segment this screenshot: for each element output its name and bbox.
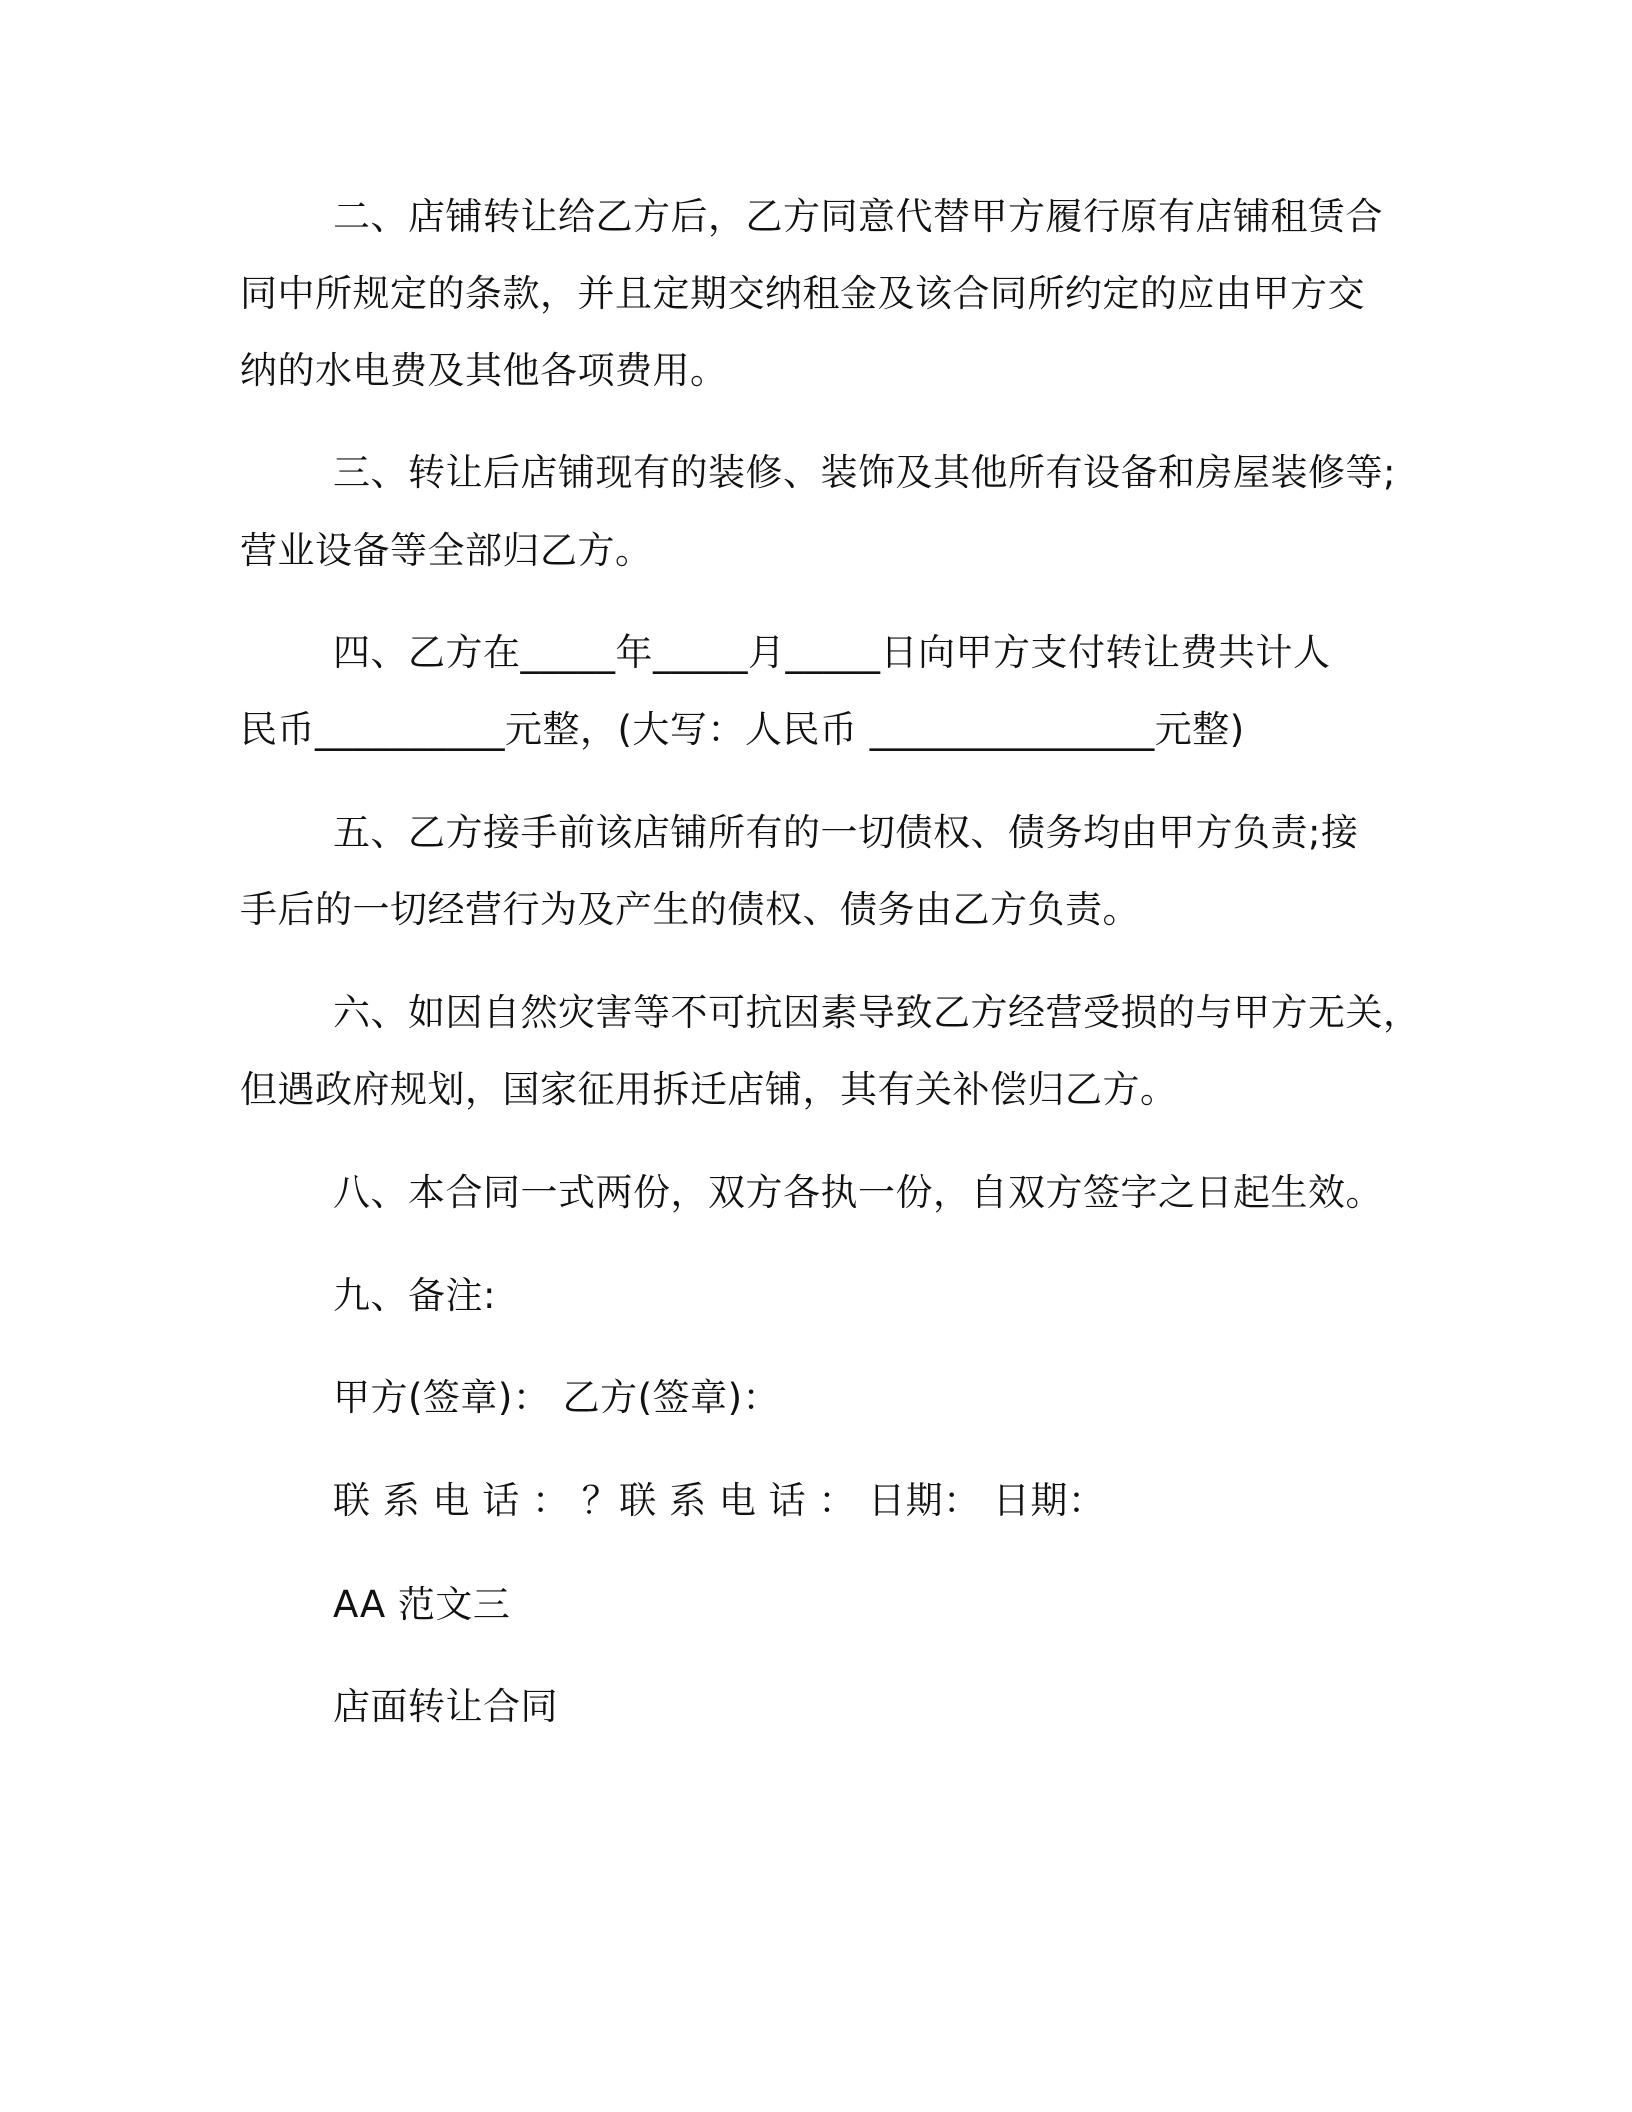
clause-4-line-2: 民币__________元整，(大写：人民币 _______________元整) [240, 708, 1245, 751]
clause-9-remarks: 九、备注: [333, 1274, 496, 1317]
contact-date-line: 联 系 电 话 ： ？联 系 电 话 ： 日期： 日期： [333, 1479, 1106, 1522]
clause-2-line-3: 纳的水电费及其他各项费用。 [240, 349, 728, 392]
clause-4-line-1: 四、乙方在_____年_____月_____日向甲方支付转让费共计人 [333, 631, 1331, 674]
clause-5-line-1: 五、乙方接手前该店铺所有的一切债权、债务均由甲方负责;接 [333, 811, 1359, 854]
contract-title: 店面转让合同 [333, 1685, 558, 1728]
clause-6-line-2: 但遇政府规划，国家征用拆迁店铺，其有关补偿归乙方。 [240, 1068, 1178, 1111]
clause-2-line-2: 同中所规定的条款，并且定期交纳租金及该合同所约定的应由甲方交 [240, 272, 1365, 315]
signature-line: 甲方(签章)： 乙方(签章)： [333, 1376, 781, 1419]
clause-3-line-2: 营业设备等全部归乙方。 [240, 529, 653, 572]
clause-3-line-1: 三、转让后店铺现有的装修、装饰及其他所有设备和房屋装修等; [333, 451, 1396, 494]
sample-heading: AA 范文三 [333, 1583, 511, 1626]
clause-5-line-2: 手后的一切经营行为及产生的债权、债务由乙方负责。 [240, 888, 1140, 931]
clause-8-line-1: 八、本合同一式两份，双方各执一份，自双方签字之日起生效。 [333, 1171, 1383, 1214]
clause-2-line-1: 二、店铺转让给乙方后，乙方同意代替甲方履行原有店铺租赁合 [333, 195, 1383, 238]
clause-6-line-1: 六、如因自然灾害等不可抗因素导致乙方经营受损的与甲方无关， [333, 991, 1421, 1034]
